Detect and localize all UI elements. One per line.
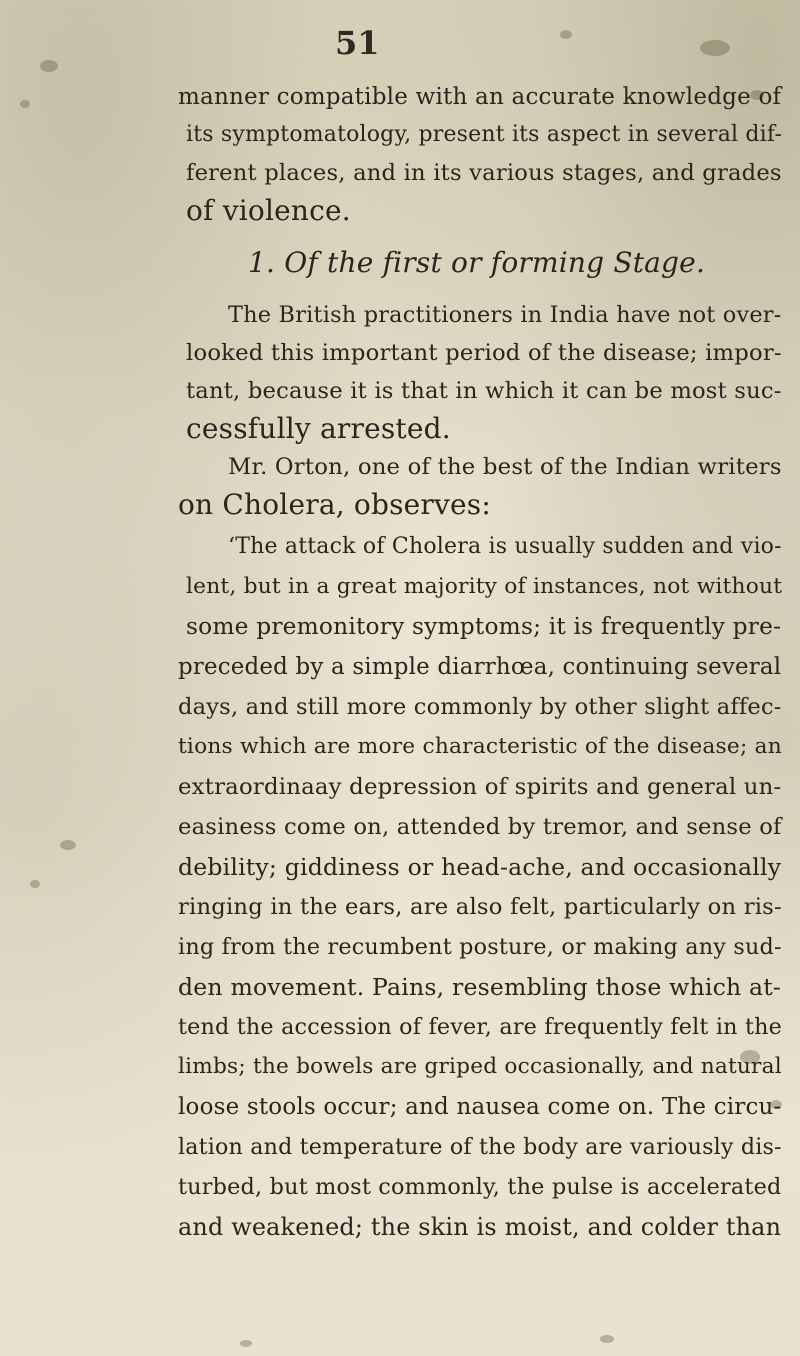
text-line: den movement. Pains, resembling those which at- (178, 973, 782, 1001)
foxing-speck (40, 60, 58, 72)
text-line: tend the accession of fever, are frequently felt in the (178, 1014, 782, 1040)
text-line: The British practitioners in India have not over- (228, 302, 782, 328)
text-line: and weakened; the skin is moist, and colder than (178, 1213, 782, 1241)
text-line: its symptomatology, present its aspect in several dif- (186, 122, 783, 147)
foxing-speck (560, 30, 572, 39)
foxing-speck (700, 40, 730, 56)
text-line: cessfully arrested. (186, 412, 451, 445)
section-heading: 1. Of the first or forming Stage. (248, 246, 706, 279)
foxing-speck (20, 100, 30, 108)
text-line: manner compatible with an accurate knowledge of (178, 84, 782, 110)
text-line: preceded by a simple diarrhœa, continuing several (178, 654, 782, 680)
text-line: turbed, but most commonly, the pulse is accelerated (178, 1174, 782, 1200)
text-line: ‘The attack of Cholera is usually sudden and vio- (228, 534, 782, 559)
text-line: loose stools occur; and nausea come on. The circu- (178, 1094, 782, 1120)
text-line: looked this important period of the disease; impor- (186, 340, 782, 366)
text-line: some premonitory symptoms; it is frequently pre- (186, 613, 782, 640)
text-line: ing from the recumbent posture, or making any sud- (178, 934, 782, 960)
text-line: ringing in the ears, are also felt, particularly on ris- (178, 894, 782, 920)
text-line: debility; giddiness or head-ache, and occasionally (178, 853, 782, 881)
text-line: lation and temperature of the body are variously dis- (178, 1134, 782, 1160)
text-line: of violence. (186, 194, 351, 227)
foxing-speck (60, 840, 76, 850)
text-line: tions which are more characteristic of the disease; an (178, 734, 782, 759)
text-line: ferent places, and in its various stages, and grades (186, 160, 782, 186)
text-line: Mr. Orton, one of the best of the Indian writers (228, 454, 782, 480)
text-line: extraordinaay depression of spirits and general un- (178, 774, 782, 800)
text-line: limbs; the bowels are griped occasionally, and natural (178, 1054, 782, 1079)
text-line: on Cholera, observes: (178, 488, 492, 521)
foxing-speck (600, 1335, 614, 1343)
text-line: days, and still more commonly by other slight affec- (178, 694, 782, 720)
page-number: 51 (335, 24, 380, 62)
text-line: lent, but in a great majority of instances, not without (186, 574, 783, 599)
text-line: tant, because it is that in which it can be most suc- (186, 378, 782, 404)
text-line: easiness come on, attended by tremor, and sense of (178, 814, 782, 840)
foxing-speck (30, 880, 40, 888)
foxing-speck (240, 1340, 252, 1347)
